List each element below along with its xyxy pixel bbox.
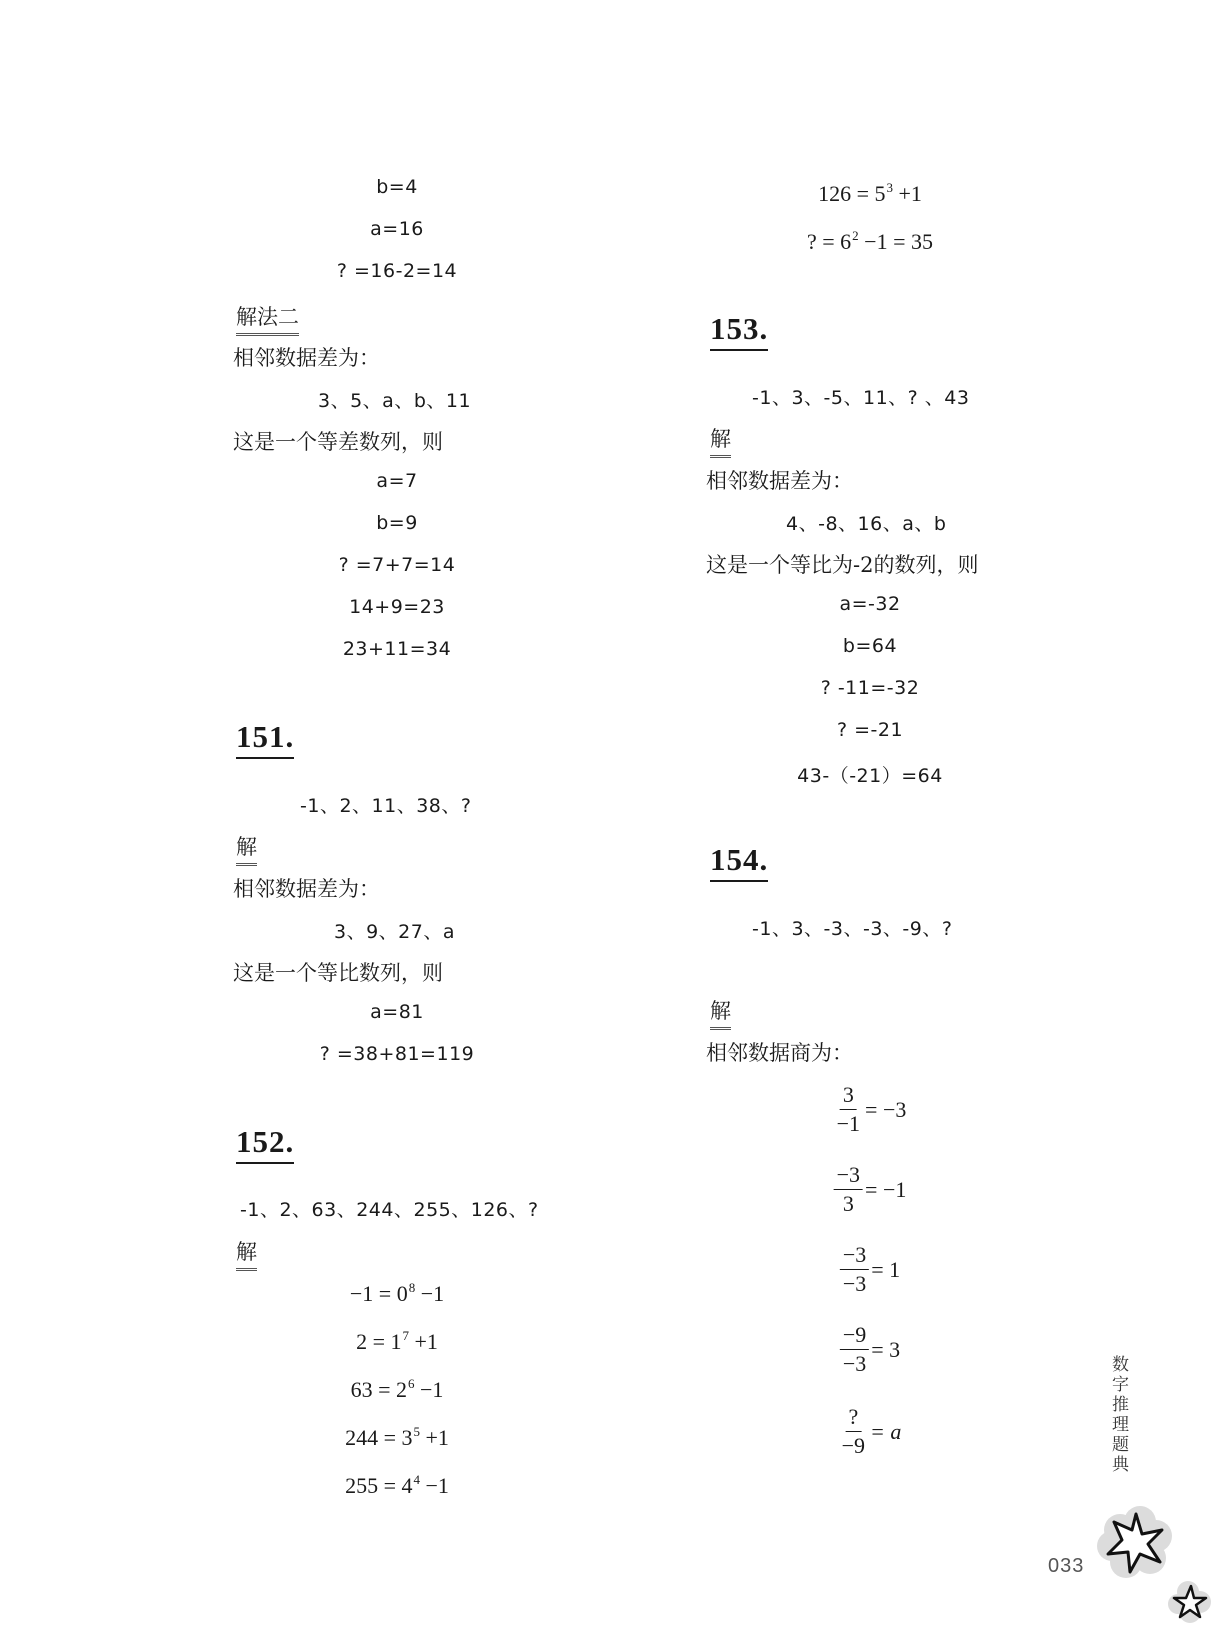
fraction-equation: $\frac{-9}{-3}$ = 3 bbox=[840, 1323, 900, 1376]
method-label: 解法二 bbox=[236, 301, 299, 336]
side-book-title: 数字推理题典 bbox=[1108, 1355, 1128, 1475]
equation: $-1 = 0^8 -1$ bbox=[349, 1280, 445, 1306]
solution-line: a=16 bbox=[370, 218, 424, 240]
explanation-text: 这是一个等差数列，则 bbox=[233, 430, 443, 454]
fraction-equation: $\frac{-3}{-3}$ = 1 bbox=[840, 1243, 900, 1296]
problem-number: 153. bbox=[710, 311, 768, 351]
fraction-equation: $\frac{3}{-1}$ = −3 bbox=[836, 1082, 907, 1136]
problem-sequence: -1、2、63、244、255、126、? bbox=[240, 1199, 539, 1221]
solution-label: 解 bbox=[710, 995, 731, 1030]
solution-line: ? =-21 bbox=[836, 719, 904, 741]
difference-sequence: 4、-8、16、a、b bbox=[786, 513, 947, 535]
solution-line: ? =38+81=119 bbox=[319, 1043, 475, 1065]
star-decoration-icon bbox=[1080, 1500, 1220, 1625]
explanation-text: 这是一个等比为-2的数列，则 bbox=[706, 553, 979, 577]
solution-line: ? =7+7=14 bbox=[338, 554, 456, 576]
equation: $244 = 3^5 +1$ bbox=[345, 1424, 449, 1450]
solution-line: b=64 bbox=[842, 635, 898, 657]
solution-line: 14+9=23 bbox=[349, 596, 445, 618]
solution-line: a=81 bbox=[370, 1001, 424, 1023]
explanation-text: 相邻数据差为： bbox=[233, 877, 380, 901]
solution-line: b=9 bbox=[376, 512, 418, 534]
page-number: 033 bbox=[1048, 1555, 1085, 1577]
problem-sequence: -1、3、-5、11、? 、43 bbox=[752, 387, 970, 409]
problem-number: 154. bbox=[710, 842, 768, 882]
problem-number: 151. bbox=[236, 719, 294, 759]
fraction-equation: $\frac{?}{-9}$ = a bbox=[841, 1404, 902, 1458]
solution-line: a=7 bbox=[376, 470, 418, 492]
explanation-text: 相邻数据差为： bbox=[233, 346, 380, 370]
problem-number: 152. bbox=[236, 1124, 294, 1164]
solution-line: 23+11=34 bbox=[342, 638, 452, 660]
explanation-text: 相邻数据商为： bbox=[706, 1041, 853, 1065]
explanation-text: 这是一个等比数列，则 bbox=[233, 961, 443, 985]
equation: ? = $6^2 -1 = 35$ bbox=[807, 228, 933, 254]
problem-sequence: -1、3、-3、-3、-9、? bbox=[752, 918, 953, 940]
solution-line: 43-（-21）=64 bbox=[797, 765, 943, 787]
difference-sequence: 3、5、a、b、11 bbox=[318, 390, 472, 412]
solution-line: b=4 bbox=[376, 176, 418, 198]
explanation-text: 相邻数据差为： bbox=[706, 469, 853, 493]
equation: $126 = 5^3 +1$ bbox=[818, 180, 922, 206]
solution-label: 解 bbox=[236, 1236, 257, 1271]
solution-line: ? =16-2=14 bbox=[336, 260, 458, 282]
solution-line: ? -11=-32 bbox=[820, 677, 920, 699]
solution-label: 解 bbox=[710, 423, 731, 458]
equation: $255 = 4^4 -1$ bbox=[345, 1472, 449, 1498]
difference-sequence: 3、9、27、a bbox=[334, 921, 455, 943]
equation: $63 = 2^6 -1$ bbox=[350, 1376, 444, 1402]
problem-sequence: -1、2、11、38、? bbox=[300, 795, 472, 817]
fraction-equation: $\frac{-3}{3}$ = −1 bbox=[834, 1163, 907, 1216]
solution-line: a=-32 bbox=[839, 593, 901, 615]
equation: $2 = 1^7 +1$ bbox=[356, 1328, 438, 1354]
solution-label: 解 bbox=[236, 831, 257, 866]
